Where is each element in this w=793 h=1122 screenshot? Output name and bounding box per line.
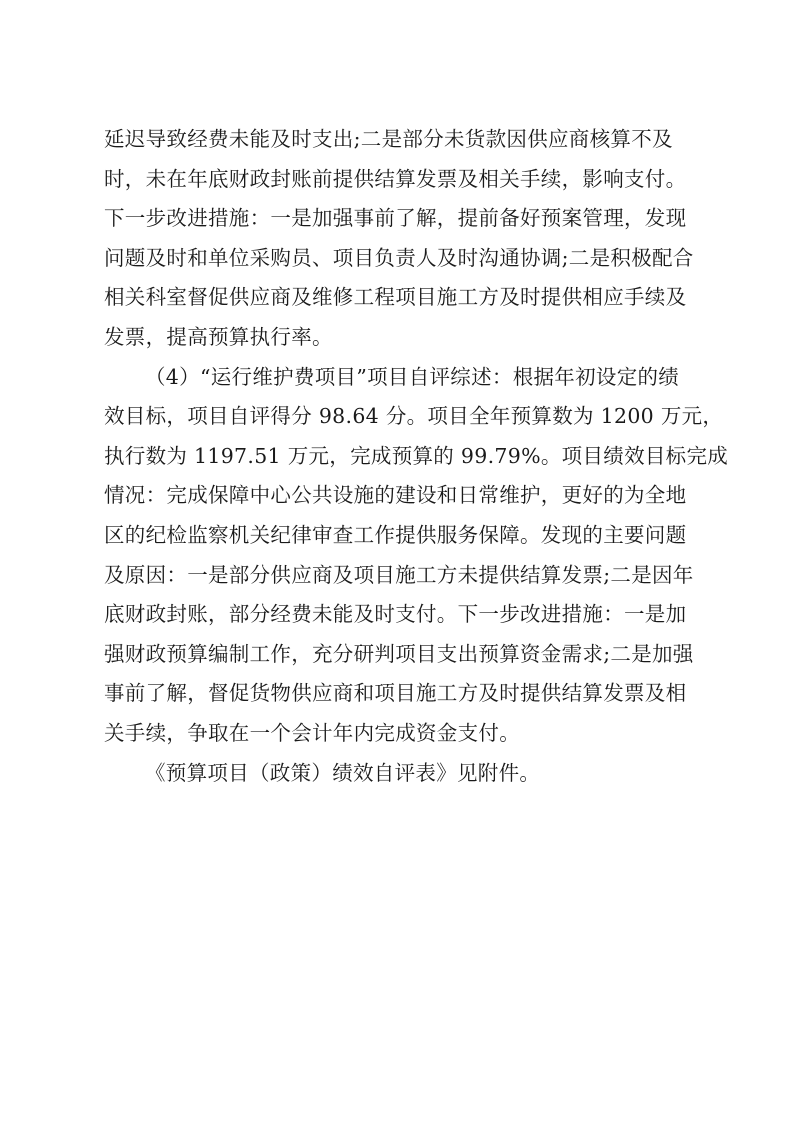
text-line: 问题及时和单位采购员、项目负责人及时沟通协调;二是积极配合 bbox=[104, 245, 694, 270]
text-line: 延迟导致经费未能及时支出;二是部分未货款因供应商核算不及 bbox=[104, 127, 673, 151]
text-line: 关手续，争取在一个会计年内完成资金支付。 bbox=[104, 720, 520, 745]
text-line: 事前了解，督促货物供应商和项目施工方及时提供结算发票及相 bbox=[104, 681, 687, 706]
paragraph-heading-line: （4）“运行维护费项目”项目自评综述：根据年初设定的绩 bbox=[145, 364, 680, 389]
text-line: 及原因：一是部分供应商及项目施工方未提供结算发票;二是因年 bbox=[104, 562, 694, 587]
text-line: 区的纪检监察机关纪律审查工作提供服务保障。发现的主要问题 bbox=[104, 522, 687, 547]
attachment-reference-line: 《预算项目（政策）绩效自评表》见附件。 bbox=[145, 760, 541, 785]
text-line: 时，未在年底财政封账前提供结算发票及相关手续，影响支付。 bbox=[104, 166, 687, 191]
text-line: 底财政封账，部分经费未能及时支付。下一步改进措施：一是加 bbox=[104, 602, 687, 627]
text-line: 情况：完成保障中心公共设施的建设和日常维护，更好的为全地 bbox=[104, 483, 687, 508]
text-line: 相关科室督促供应商及维修工程项目施工方及时提供相应手续及 bbox=[104, 285, 687, 310]
text-line: 强财政预算编制工作，充分研判项目支出预算资金需求;二是加强 bbox=[104, 641, 694, 666]
text-line: 下一步改进措施：一是加强事前了解，提前备好预案管理，发现 bbox=[104, 206, 687, 231]
text-line: 执行数为 1197.51 万元，完成预算的 99.79%。项目绩效目标完成 bbox=[104, 443, 729, 468]
text-line: 效目标，项目自评得分 98.64 分。项目全年预算数为 1200 万元， bbox=[104, 404, 724, 429]
text-line: 发票，提高预算执行率。 bbox=[104, 324, 333, 349]
body-text bbox=[104, 120, 729, 793]
